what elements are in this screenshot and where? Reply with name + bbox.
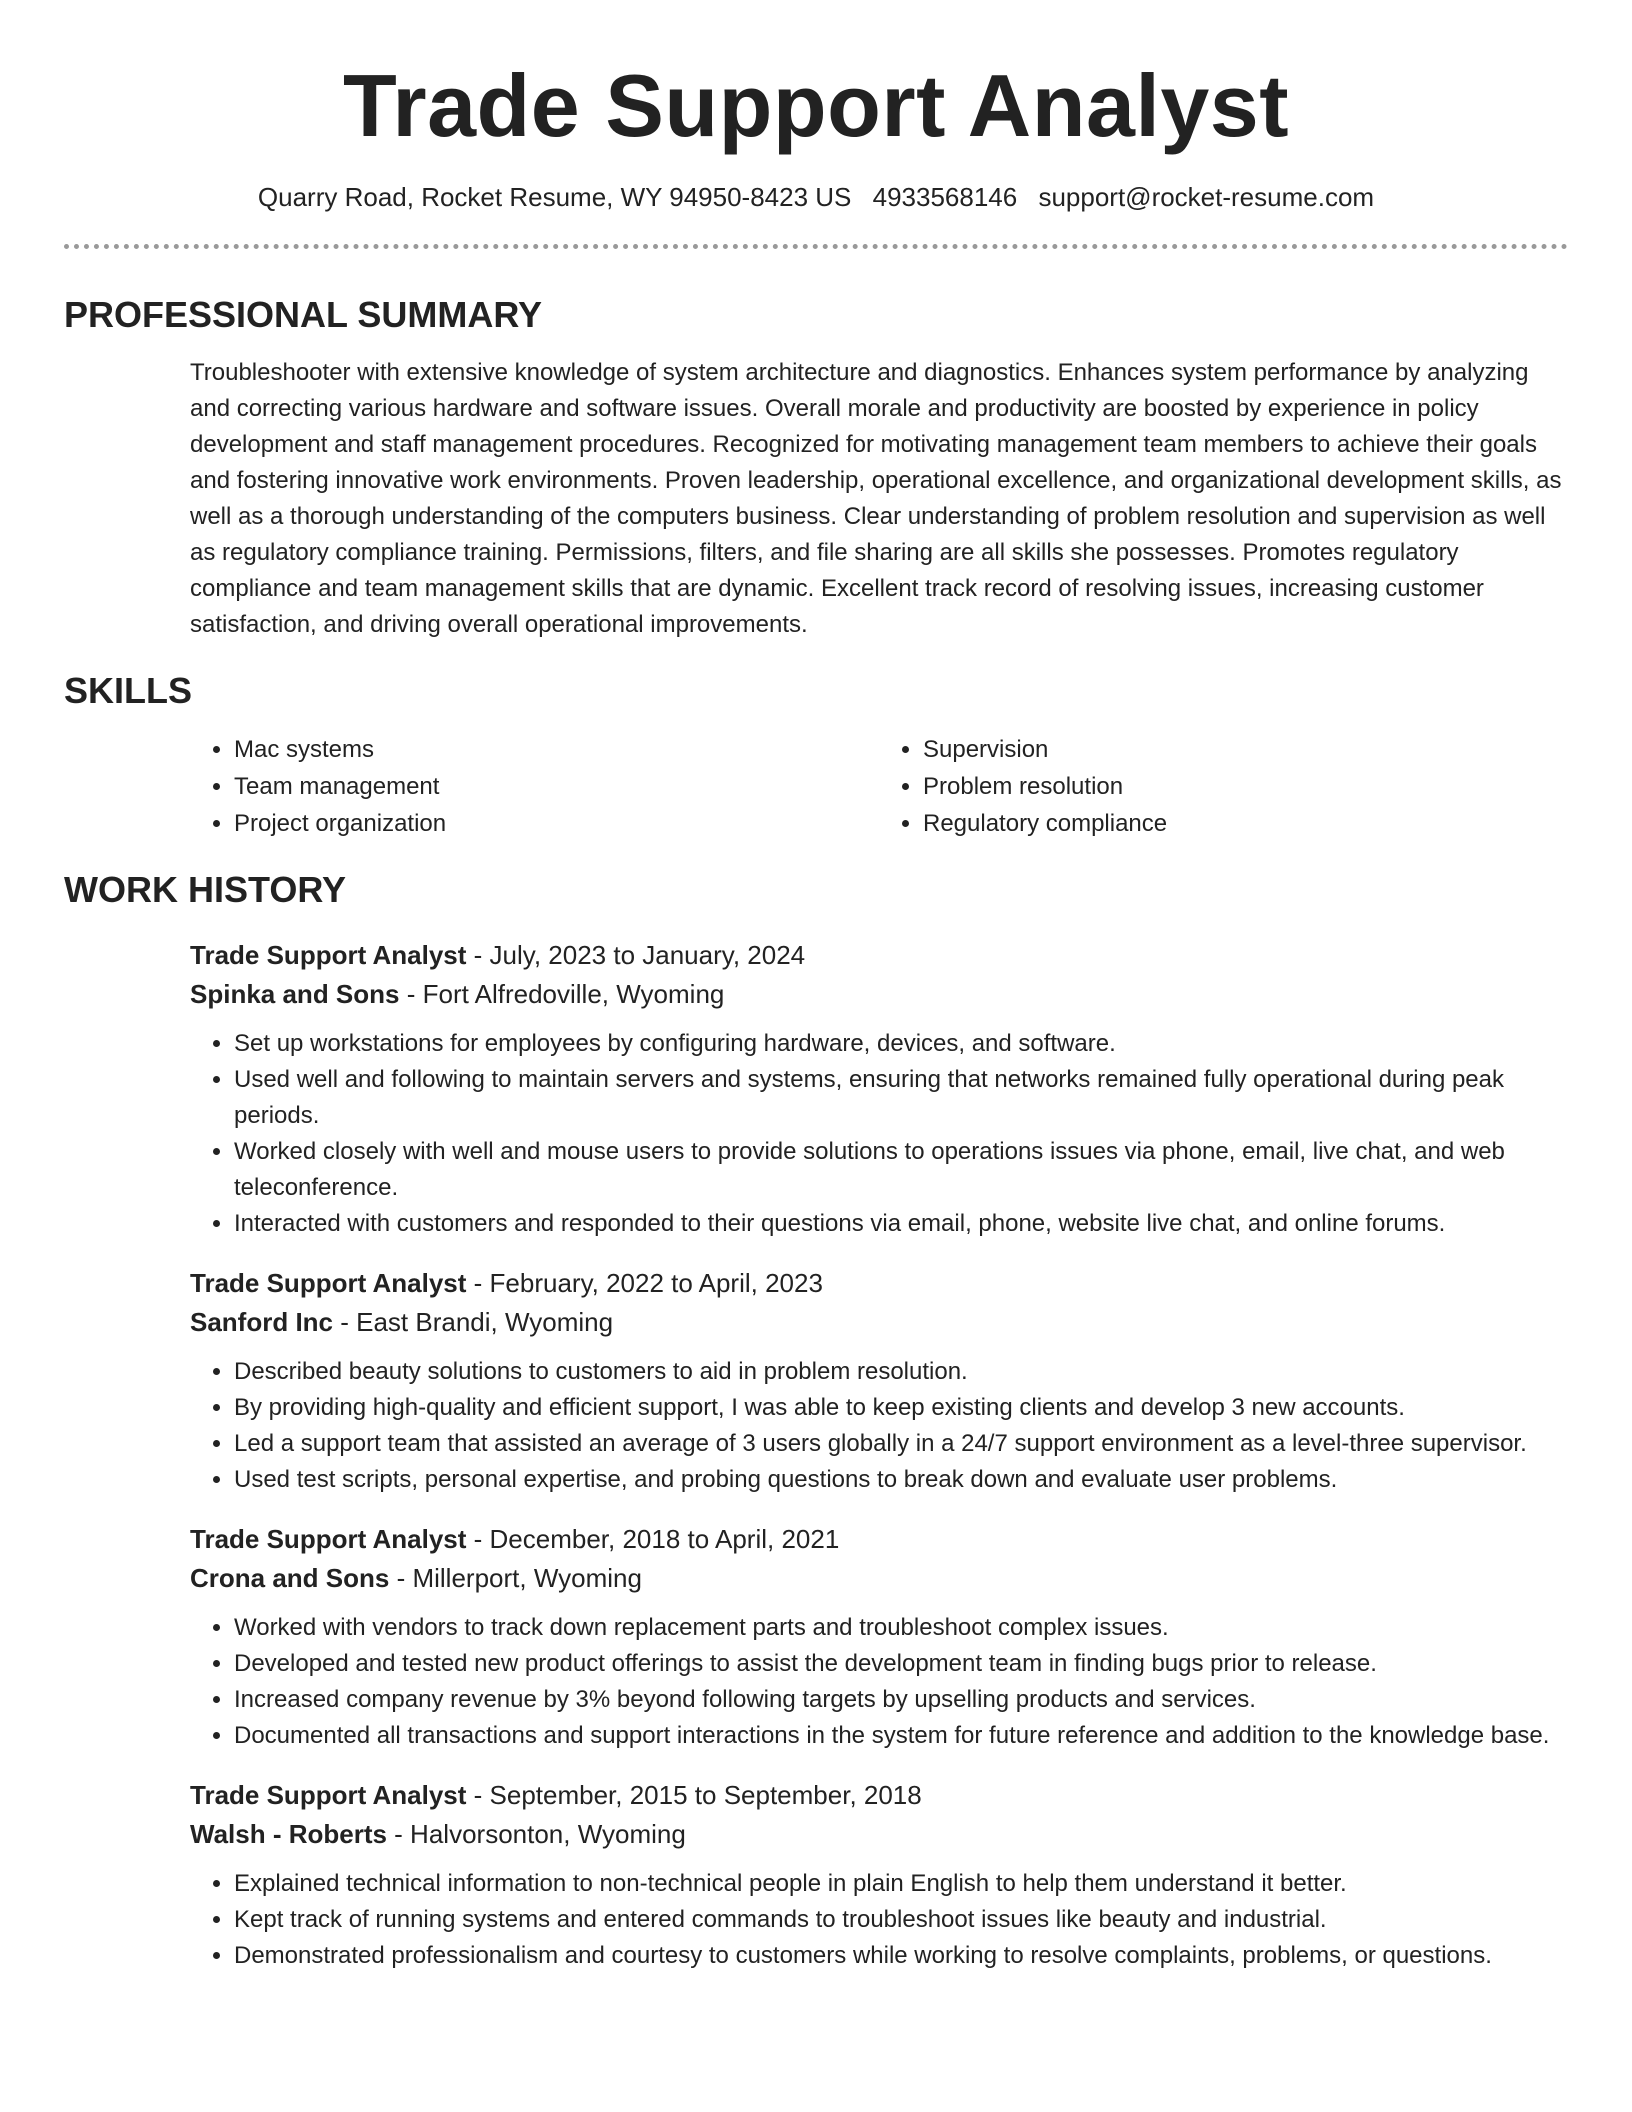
skill-item: • Problem resolution [923, 768, 1568, 805]
job-company: Crona and Sons [190, 1563, 390, 1593]
skills-column-left [190, 731, 879, 842]
job-company-line [190, 975, 1568, 1014]
job-company: Spinka and Sons [190, 979, 400, 1009]
job-entry [190, 1776, 1568, 1974]
job-bullet: • Interacted with customers and responded to their questions via email, phone, website live chat, and online forums. [234, 1206, 1568, 1242]
skill-item: • Supervision [923, 731, 1568, 768]
job-dates: - February, 2022 to April, 2023 [466, 1268, 823, 1298]
work-history-heading: WORK HISTORY [64, 869, 347, 910]
contact-address: Quarry Road, Rocket Resume, WY 94950-8423 US [257, 182, 852, 212]
job-bullet: • Used test scripts, personal expertise, and probing questions to break down and evaluate user problems. [234, 1462, 1568, 1498]
summary-heading: PROFESSIONAL SUMMARY [64, 294, 543, 335]
job-bullet: • Set up workstations for employees by configuring hardware, devices, and software. [234, 1026, 1568, 1062]
job-role: Trade Support Analyst [190, 940, 467, 970]
job-location: - Millerport, Wyoming [389, 1563, 642, 1593]
job-company-line [190, 1303, 1568, 1342]
skills-heading: SKILLS [64, 670, 193, 711]
job-entry [190, 1520, 1568, 1754]
skill-item: • Project organization [234, 805, 879, 842]
job-bullet: • Kept track of running systems and entered commands to troubleshoot issues like beauty and industrial. [234, 1902, 1568, 1938]
contact-phone: 4933568146 [872, 182, 1018, 212]
summary-text: Troubleshooter with extensive knowledge of system architecture and diagnostics. Enhances system performance by analyzing and correcting various hardware and software issues. Overall morale and productivity are boosted by experience in policy development and staff management procedures. Recognized for motivating management team members to achieve their goals and fostering innovative work environments. Proven leadership, operational excellence, and organizational development skills, as well as a thorough understanding of the computers business. Clear understanding of problem resolution and supervision as well as regulatory compliance training. Permissions, filters, and file sharing are all skills she possesses. Promotes regulatory compliance and team management skills that are dynamic. Excellent track record of resolving issues, increasing customer satisfaction, and driving overall operational improvements. [190, 359, 1562, 638]
job-bullet: • By providing high-quality and efficient support, I was able to keep existing clients and develop 3 new accounts. [234, 1390, 1568, 1426]
job-dates: - July, 2023 to January, 2024 [466, 940, 806, 970]
skill-item: • Mac systems [234, 731, 879, 768]
summary-section [64, 293, 1568, 643]
job-bullet: • Documented all transactions and support interactions in the system for future reference and addition to the knowledge base. [234, 1718, 1568, 1754]
job-company: Sanford Inc [190, 1307, 334, 1337]
job-bullet: • Used well and following to maintain servers and systems, ensuring that networks remained fully operational during peak periods. [234, 1062, 1568, 1134]
skill-item: • Regulatory compliance [923, 805, 1568, 842]
job-bullet-list [190, 1354, 1568, 1498]
job-bullet: • Developed and tested new product offerings to assist the development team in finding bugs prior to release. [234, 1646, 1568, 1682]
contact-email: support@rocket-resume.com [1038, 182, 1375, 212]
job-location: - East Brandi, Wyoming [333, 1307, 614, 1337]
job-bullet: • Led a support team that assisted an average of 3 users globally in a 24/7 support environment as a level-three supervisor. [234, 1426, 1568, 1462]
skills-column-right [879, 731, 1568, 842]
job-bullet: • Increased company revenue by 3% beyond following targets by upselling products and services. [234, 1682, 1568, 1718]
job-company: Walsh - Roberts [190, 1819, 387, 1849]
job-bullet: • Demonstrated professionalism and courtesy to customers while working to resolve complaints, problems, or questions. [234, 1938, 1568, 1974]
skill-item: • Team management [234, 768, 879, 805]
job-location: - Fort Alfredoville, Wyoming [399, 979, 725, 1009]
header-divider [64, 244, 1568, 249]
job-dates: - December, 2018 to April, 2021 [466, 1524, 840, 1554]
job-role: Trade Support Analyst [190, 1524, 467, 1554]
job-bullet-list [190, 1026, 1568, 1242]
resume-header [64, 0, 1568, 214]
job-title-line [190, 1520, 1568, 1559]
job-title-line [190, 1776, 1568, 1815]
skills-section [64, 669, 1568, 842]
job-title-line [190, 936, 1568, 975]
job-company-line [190, 1815, 1568, 1854]
job-role: Trade Support Analyst [190, 1780, 467, 1810]
job-bullet: • Worked closely with well and mouse users to provide solutions to operations issues via phone, email, live chat, and web teleconference. [234, 1134, 1568, 1206]
job-company-line [190, 1559, 1568, 1598]
job-bullet-list [190, 1866, 1568, 1974]
work-history-section [64, 868, 1568, 1974]
job-entry [190, 1264, 1568, 1498]
job-role: Trade Support Analyst [190, 1268, 467, 1298]
job-bullet: • Described beauty solutions to customers to aid in problem resolution. [234, 1354, 1568, 1390]
job-bullet: • Explained technical information to non-technical people in plain English to help them understand it better. [234, 1866, 1568, 1902]
job-title-line [190, 1264, 1568, 1303]
job-entry [190, 936, 1568, 1242]
job-location: - Halvorsonton, Wyoming [386, 1819, 686, 1849]
job-dates: - September, 2015 to September, 2018 [466, 1780, 922, 1810]
job-bullet-list [190, 1610, 1568, 1754]
contact-line [64, 180, 1568, 214]
candidate-name: Trade Support Analyst [342, 56, 1290, 155]
skills-grid [190, 731, 1568, 842]
job-bullet: • Worked with vendors to track down replacement parts and troubleshoot complex issues. [234, 1610, 1568, 1646]
